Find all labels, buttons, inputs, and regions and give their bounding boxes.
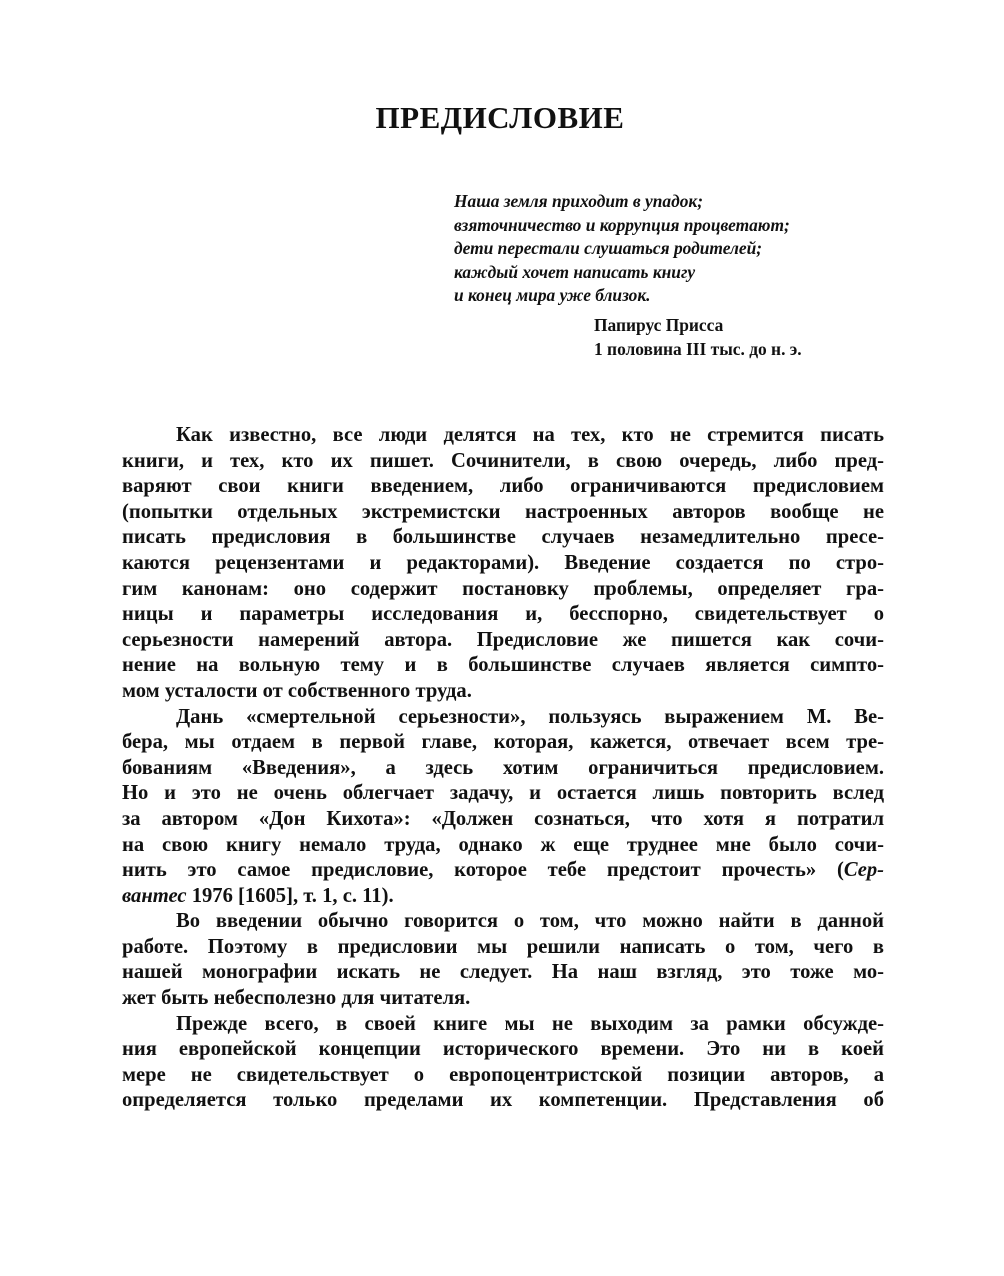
text-line: ния европейской концепции исторического времени. Это ни в коей (122, 1038, 884, 1061)
text-line: Как известно, все люди делятся на тех, кто не стремится писать (176, 424, 884, 446)
text-line: варяют свои книги введением, либо ограничиваются предисловием (122, 475, 884, 498)
epigraph-source (594, 314, 954, 361)
epigraph-line: каждый хочет написать книгу (454, 261, 696, 282)
text-line: Во введении обычно говорится о том, что можно найти в данной (176, 910, 884, 933)
text-line: нение на вольную тему и в большинстве случаев является симпто- (122, 654, 884, 677)
page-title: ПРЕДИСЛОВИЕ (375, 100, 625, 135)
text-line: Но и это не очень облегчает задачу, и остается лишь повторить вслед (122, 782, 884, 805)
epigraph (454, 190, 934, 308)
text-line: Дань «смертельной серьезности», пользуясь выражением М. Ве- (176, 705, 884, 728)
text-line: мом усталости от собственного труда. (122, 679, 472, 702)
epigraph-line: и конец мира уже близок. (454, 285, 651, 305)
paragraph-2 (122, 705, 884, 910)
body-text (122, 423, 884, 1114)
epigraph-source-line: Папирус Присса (594, 315, 724, 335)
text-fragment: нить это самое предисловие, которое тебе предстоит прочесть» ( (122, 859, 844, 882)
text-line (122, 858, 884, 884)
text-line: серьезности намерений автора. Предисловие же пишется как сочи- (122, 628, 884, 651)
text-line: работе. Поэтому в предисловии мы решили написать о том, чего в (122, 935, 884, 958)
text-line: писать предисловия в большинстве случаев незамедлительно пресе- (122, 526, 884, 549)
epigraph-line: взяточничество и коррупция процветают; (454, 214, 790, 235)
text-line: книги, и тех, кто их пишет. Сочинители, в свою очередь, либо пред- (122, 449, 884, 472)
text-line: (попытки отдельных экстремистски настроенных авторов вообще не (122, 500, 884, 523)
text-line (122, 884, 884, 910)
text-line: определяется только пределами их компетенции. Представления об (122, 1089, 884, 1112)
epigraph-line: дети перестали слушаться родителей; (454, 238, 763, 258)
text-line: бера, мы отдаем в первой главе, которая, кажется, отвечает всем тре- (122, 731, 884, 754)
citation-author: Сер- (843, 859, 884, 882)
text-line: жет быть небесполезно для читателя. (122, 987, 471, 1010)
text-line: гим канонам: оно содержит постановку проблемы, определяет гра- (122, 577, 884, 600)
text-line: мере не свидетельствует о европоцентристской позиции авторов, а (122, 1063, 884, 1086)
text-line: за автором «Дон Кихота»: «Должен сознаться, что хотя я потратил (122, 807, 884, 830)
paragraph-3 (122, 909, 884, 1011)
text-line: на свою книгу немало труда, однако ж еще труднее мне было сочи- (122, 833, 884, 856)
epigraph-source-line: 1 половина III тыс. до н. э. (594, 338, 802, 359)
paragraph-4 (122, 1012, 884, 1114)
text-line: ницы и параметры исследования и, бесспорно, свидетельствует о (122, 603, 884, 626)
text-line: бованиям «Введения», а здесь хотим ограничиться предисловием. (122, 756, 884, 779)
paragraph-1 (122, 423, 884, 705)
text-fragment: 1976 [1605], т. 1, с. 11). (191, 884, 394, 907)
text-line: Прежде всего, в своей книге мы не выходим за рамки обсужде- (176, 1012, 884, 1035)
text-line: каются рецензентами и редакторами). Введение создается по стро- (122, 551, 884, 574)
epigraph-line: Наша земля приходит в упадок; (454, 191, 704, 211)
text-line: нашей монографии искать не следует. На наш взгляд, это тоже мо- (122, 961, 884, 984)
citation-author: вантес (122, 884, 187, 907)
